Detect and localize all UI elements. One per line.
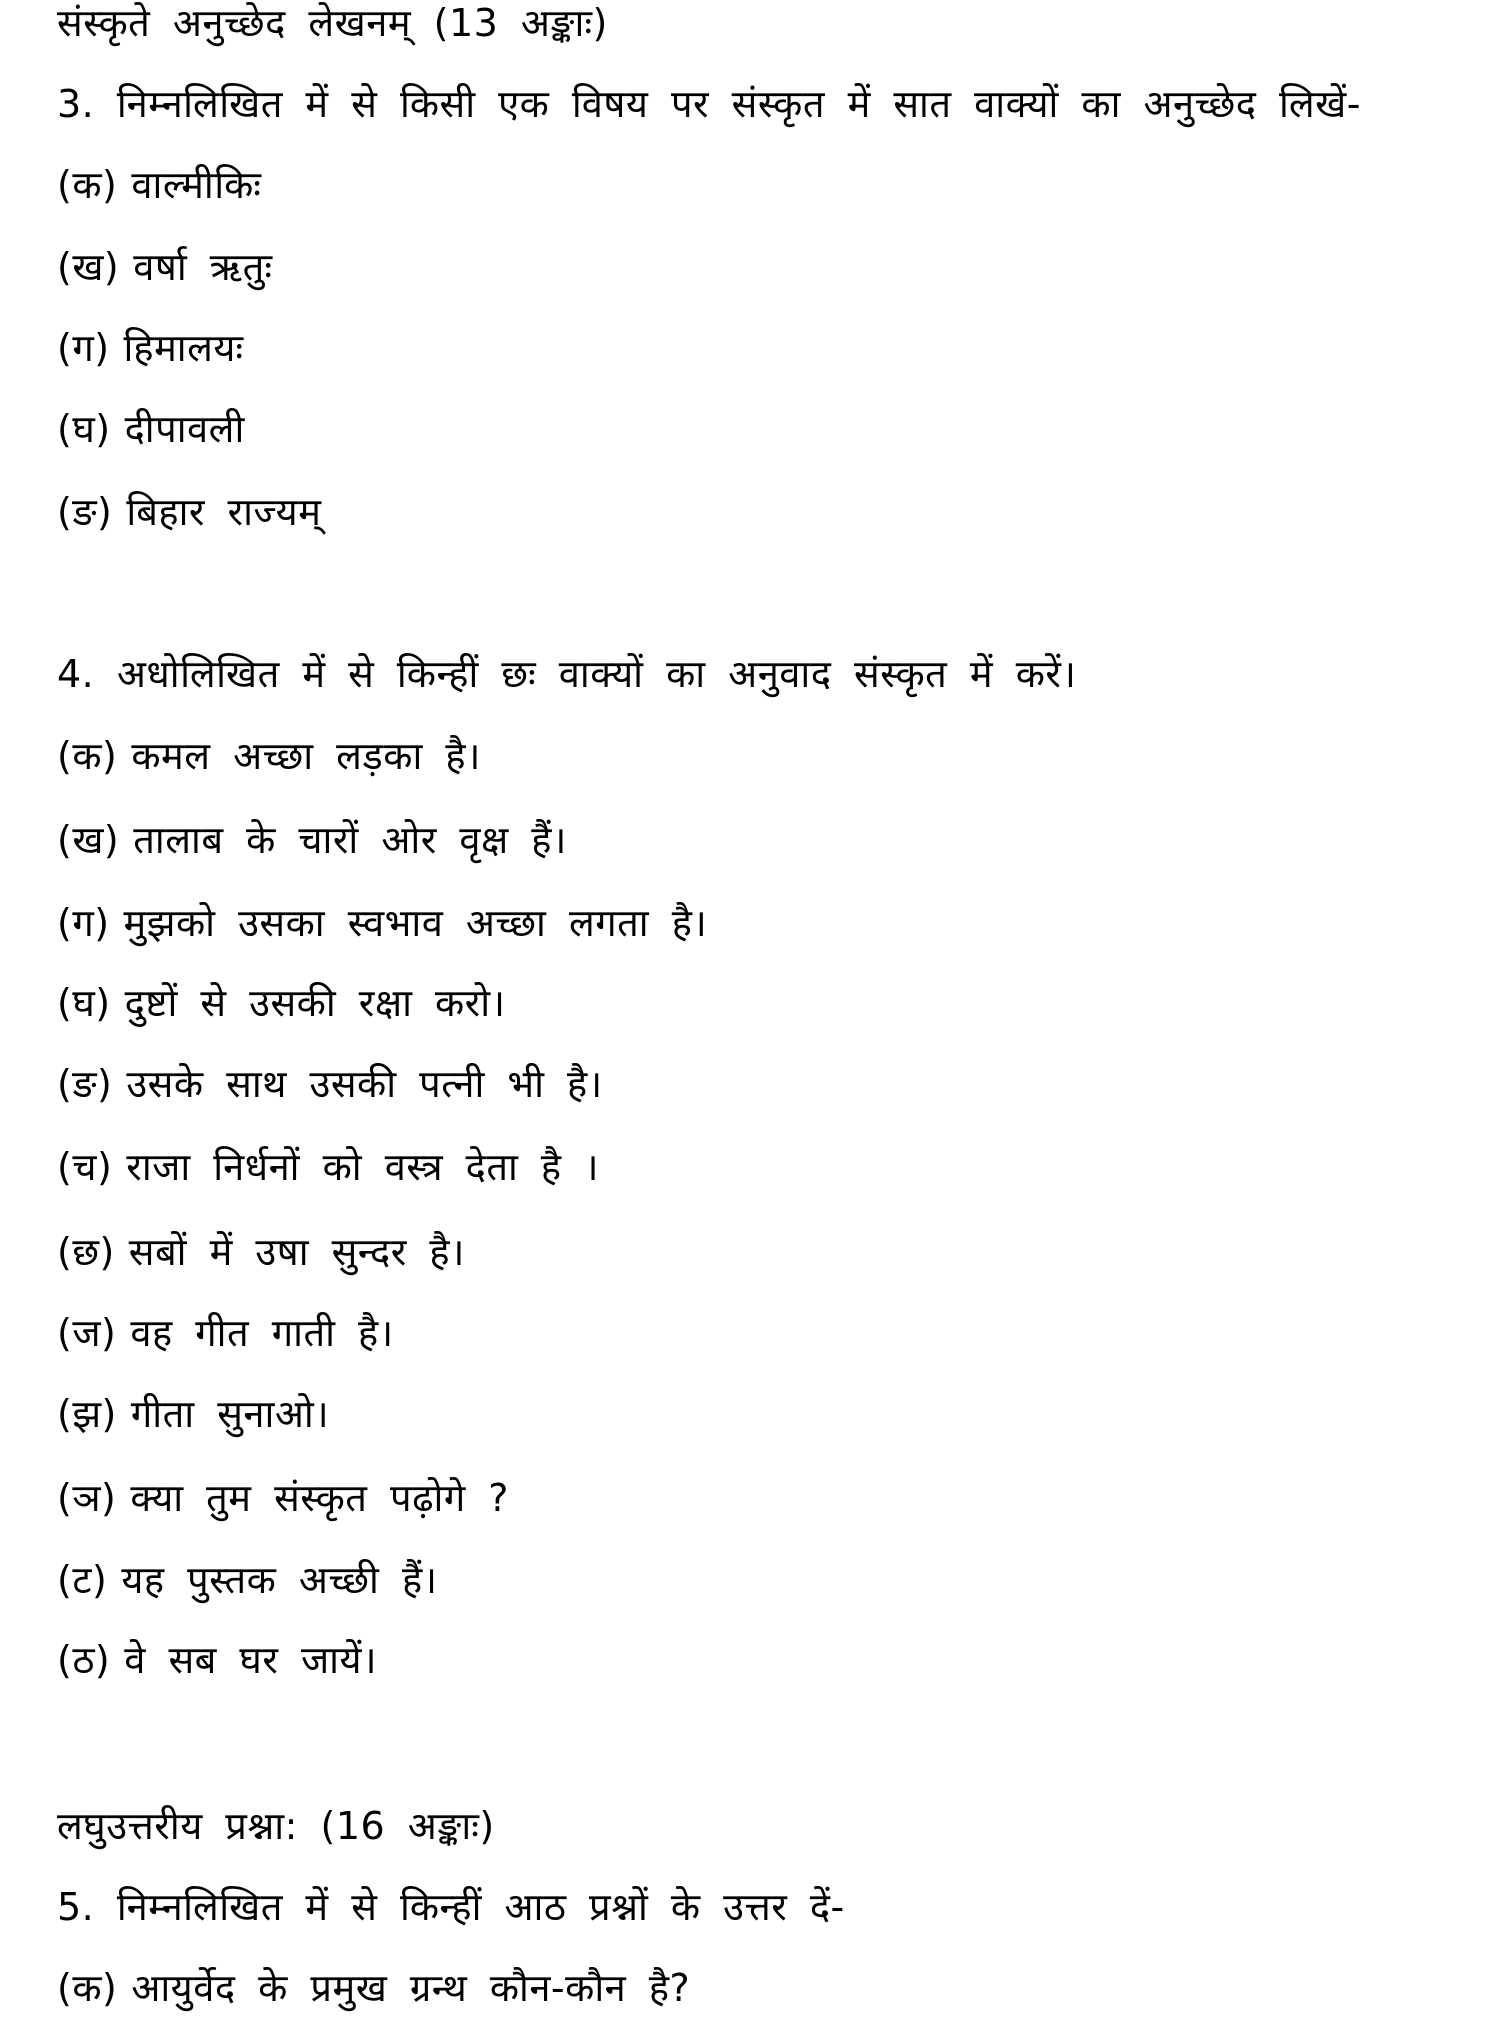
question-3: 3. निम्नलिखित में से किसी एक विषय पर संस्कृत में सात वाक्यों का अनुच्छेद लिखें-: [57, 82, 1361, 126]
sentence-item: [57, 726, 481, 786]
question-marker: (क): [57, 1966, 118, 2010]
option-text: वर्षा ऋतुः: [133, 245, 273, 289]
sentence-marker: (झ): [57, 1392, 117, 1436]
sentence-marker: (ट): [57, 1558, 108, 1602]
sentence-marker: (च): [57, 1145, 113, 1189]
sentence-marker: (ख): [57, 818, 120, 862]
question-item: [57, 1958, 690, 2018]
option-item: [57, 399, 245, 459]
sentence-item: [57, 1384, 329, 1444]
sentence-item: [57, 810, 567, 870]
option-item: [57, 237, 273, 297]
option-text: हिमालयः: [123, 326, 244, 370]
sentence-text: क्या तुम संस्कृत पढ़ोगे ?: [130, 1476, 509, 1520]
sentence-item: [57, 1303, 394, 1363]
sentence-text: गीता सुनाओ।: [130, 1392, 330, 1436]
sentence-marker: (क): [57, 734, 118, 778]
option-item: [57, 155, 261, 215]
sentence-text: कमल अच्छा लड़का है।: [131, 734, 481, 778]
option-marker: (ग): [57, 326, 110, 370]
sentence-text: वे सब घर जायें।: [124, 1638, 377, 1682]
sentence-marker: (ञ): [57, 1476, 117, 1520]
sentence-marker: (ज): [57, 1311, 117, 1355]
sentence-item: [57, 1137, 599, 1197]
option-text: बिहार राज्यम्: [126, 490, 322, 534]
sentence-marker: (ग): [57, 901, 110, 945]
sentence-item: [57, 1468, 509, 1528]
sentence-text: उसके साथ उसकी पत्नी भी है।: [126, 1062, 603, 1106]
option-item: [57, 318, 244, 378]
sentence-text: सबों में उषा सुन्दर है।: [128, 1230, 465, 1274]
option-text: दीपावली: [124, 407, 245, 451]
sentence-text: मुझको उसका स्वभाव अच्छा लगता है।: [123, 901, 708, 945]
sentence-marker: (छ): [57, 1230, 115, 1274]
section-5-heading: लघुउत्तरीय प्रश्ना: (16 अङ्काः): [57, 1804, 495, 1848]
sentence-marker: (घ): [57, 981, 111, 1025]
option-text: वाल्मीकिः: [131, 163, 262, 207]
sentence-item: [57, 973, 505, 1033]
question-5: 5. निम्नलिखित में से किन्हीं आठ प्रश्नों के उत्तर दें-: [57, 1885, 845, 1929]
option-item: [57, 482, 321, 542]
sentence-marker: (ङ): [57, 1062, 113, 1106]
sentence-text: दुष्टों से उसकी रक्षा करो।: [124, 981, 506, 1025]
option-marker: (क): [57, 163, 118, 207]
sentence-item: [57, 1630, 377, 1690]
sentence-item: [57, 1550, 438, 1610]
sentence-text: राजा निर्धनों को वस्त्र देता है ।: [126, 1145, 600, 1189]
question-text: आयुर्वेद के प्रमुख ग्रन्थ कौन-कौन है?: [131, 1966, 691, 2010]
sentence-marker: (ठ): [57, 1638, 111, 1682]
option-marker: (ख): [57, 245, 120, 289]
option-marker: (घ): [57, 407, 111, 451]
sentence-text: तालाब के चारों ओर वृक्ष हैं।: [133, 818, 567, 862]
sentence-item: [57, 893, 707, 953]
sentence-item: [57, 1222, 465, 1282]
option-marker: (ङ): [57, 490, 113, 534]
sentence-item: [57, 1054, 603, 1114]
sentence-text: वह गीत गाती है।: [130, 1311, 394, 1355]
question-4: 4. अधोलिखित में से किन्हीं छः वाक्यों का अनुवाद संस्कृत में करें।: [57, 652, 1077, 696]
section-3-heading: संस्कृते अनुच्छेद लेखनम् (13 अङ्काः): [57, 1, 608, 45]
sentence-text: यह पुस्तक अच्छी हैं।: [121, 1558, 438, 1602]
